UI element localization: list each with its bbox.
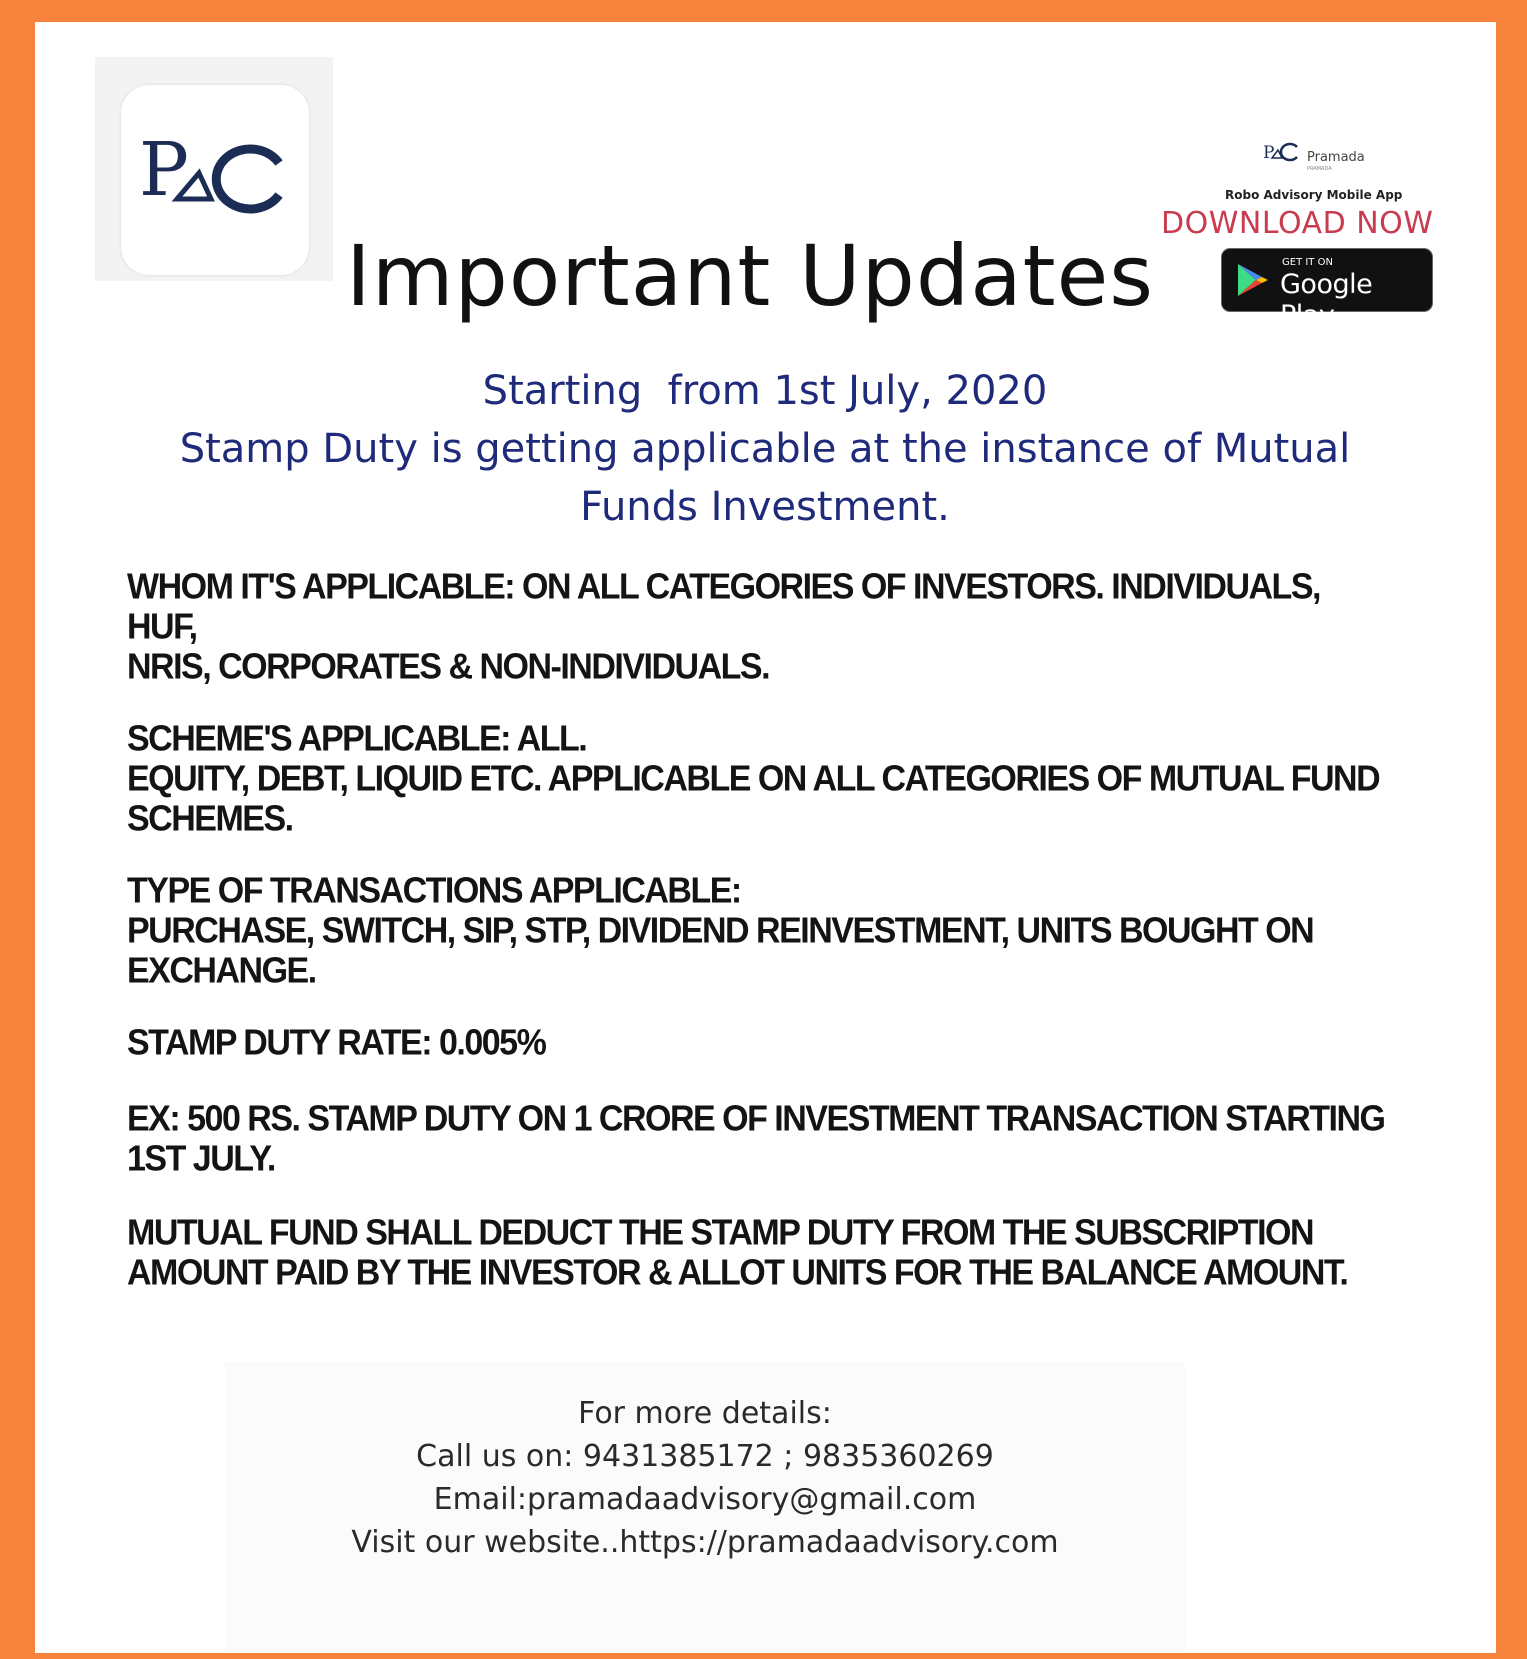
section-rate (127, 1023, 1387, 1063)
svg-text:P: P (1263, 143, 1275, 163)
section-line: NRIS, CORPORATES & NON-INDIVIDUALS. (127, 646, 770, 687)
company-logo (121, 85, 309, 275)
section-deduction (127, 1213, 1387, 1293)
footer-phone: Call us on: 9431385172 ; 9835360269 (416, 1439, 994, 1474)
section-line: TYPE OF TRANSACTIONS APPLICABLE: (127, 871, 741, 911)
app-download-badge[interactable] (1161, 122, 1434, 331)
store-name: Google Play (1280, 269, 1373, 331)
pramada-logo-icon (1263, 140, 1299, 162)
section-line: STAMP DUTY RATE: 0.005% (127, 1023, 546, 1063)
intro-date: Starting from 1st July, 2020 (482, 368, 1048, 414)
pac-logo-icon (139, 129, 291, 229)
app-brand-subtitle: PRAMADA (1307, 166, 1332, 172)
section-line: SCHEMES. (127, 798, 293, 839)
section-line: EXCHANGE. (127, 950, 316, 991)
flyer-page (35, 22, 1496, 1653)
section-line: 1ST JULY. (127, 1138, 275, 1179)
intro-text (95, 362, 1435, 536)
footer-website[interactable]: Visit our website..https://pramadaadvisory.com (351, 1525, 1059, 1560)
section-schemes (127, 719, 1387, 839)
section-example (127, 1099, 1387, 1179)
store-caption: GET IT ON (1282, 257, 1333, 268)
details-list (127, 567, 1387, 1327)
footer-email[interactable]: Email:pramadaadvisory@gmail.com (433, 1482, 977, 1517)
app-brand-name: Pramada (1307, 150, 1365, 165)
section-line: EQUITY, DEBT, LIQUID ETC. APPLICABLE ON ALL CATEGORIES OF MUTUAL FUND (127, 758, 1380, 799)
contact-footer (225, 1362, 1185, 1652)
section-transactions (127, 871, 1387, 991)
section-line: WHOM IT'S APPLICABLE: ON ALL CATEGORIES OF INVESTORS. INDIVIDUALS, HUF, (127, 567, 1320, 647)
svg-text:P: P (139, 127, 189, 213)
section-line: EX: 500 RS. STAMP DUTY ON 1 CRORE OF INVESTMENT TRANSACTION STARTING (127, 1099, 1385, 1139)
page-title: Important Updates (345, 227, 1155, 325)
intro-line: Stamp Duty is getting applicable at the instance of Mutual (179, 426, 1351, 472)
download-now-text: DOWNLOAD NOW (1161, 206, 1434, 241)
section-applicability (127, 567, 1387, 687)
play-store-icon (1236, 262, 1270, 298)
intro-line: Funds Investment. (580, 484, 950, 530)
footer-heading: For more details: (578, 1396, 832, 1431)
section-line: MUTUAL FUND SHALL DEDUCT THE STAMP DUTY FROM THE SUBSCRIPTION (127, 1213, 1314, 1253)
app-tagline: Robo Advisory Mobile App (1225, 188, 1403, 202)
google-play-button[interactable] (1222, 249, 1432, 331)
section-line: SCHEME'S APPLICABLE: ALL. (127, 719, 587, 759)
section-line: AMOUNT PAID BY THE INVESTOR & ALLOT UNITS FOR THE BALANCE AMOUNT. (127, 1252, 1348, 1293)
section-line: PURCHASE, SWITCH, SIP, STP, DIVIDEND REINVESTMENT, UNITS BOUGHT ON (127, 910, 1314, 951)
